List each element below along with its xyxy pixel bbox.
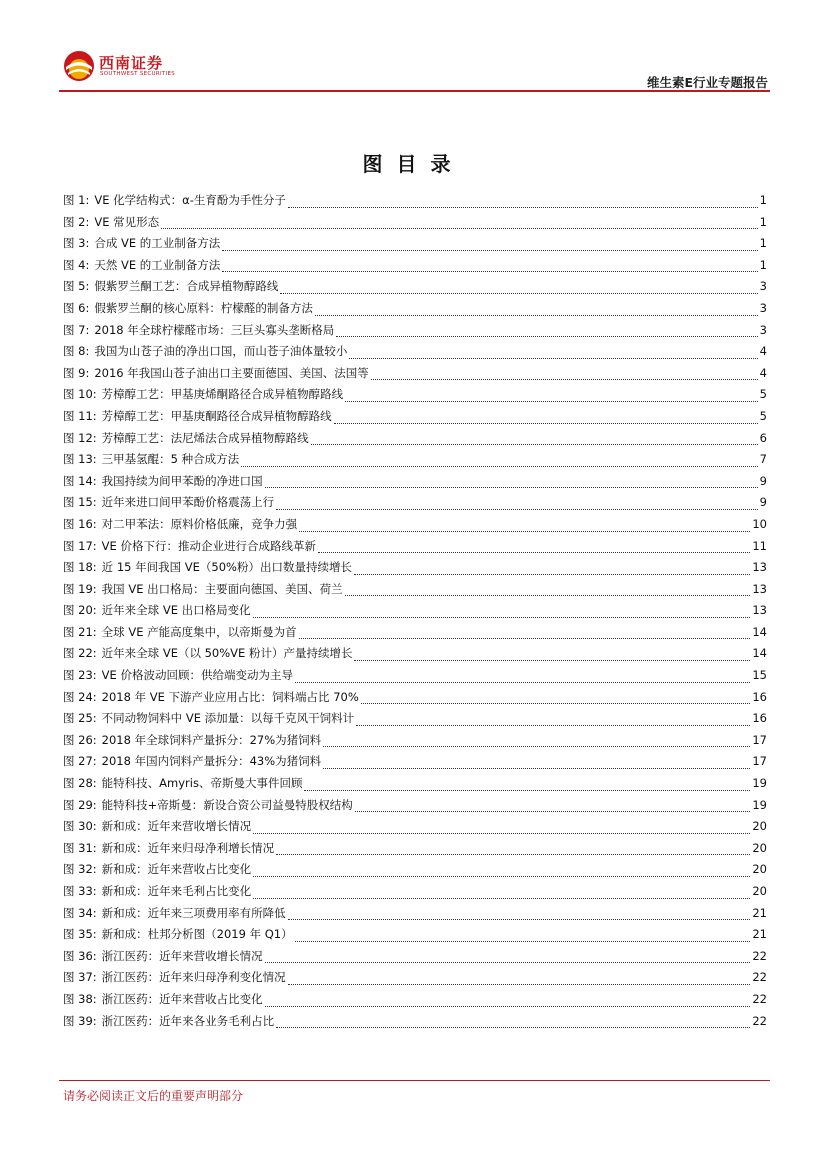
toc-entry[interactable]: [63, 797, 767, 819]
toc-entry-text: [63, 710, 354, 726]
toc-leader-dots: [253, 897, 750, 899]
toc-entry-caption: 新和成：近年来营收增长情况: [101, 819, 252, 834]
toc-leader-dots: [253, 616, 751, 618]
toc-entry-caption: 三甲基氢醌：5 种合成方法: [101, 452, 240, 467]
toc-entry-caption: 近年来进口间甲苯酚价格震荡上行: [101, 495, 275, 510]
toc-leader-dots: [288, 206, 758, 208]
toc-entry-page: 20: [752, 819, 767, 834]
toc-entry-page: 10: [752, 516, 767, 531]
toc-entry-label: 图 37:: [63, 970, 97, 985]
report-title: 维生素E行业专题报告: [646, 75, 768, 90]
toc-entry-text: [63, 926, 293, 942]
toc-entry[interactable]: [63, 624, 767, 646]
toc-entry[interactable]: [63, 494, 767, 516]
toc-leader-dots: [299, 530, 750, 532]
toc-entry-text: [63, 602, 251, 618]
toc-entry-page: 4: [759, 365, 767, 380]
toc-entry-text: [63, 365, 369, 381]
toc-entry-label: 图 20:: [63, 603, 97, 618]
toc-entry-page: 4: [759, 344, 767, 359]
toc-entry-text: [63, 689, 359, 705]
toc-entry-caption: 2018 年 VE 下游产业应用占比：饲料端占比 70%: [101, 689, 359, 704]
toc-leader-dots: [345, 594, 751, 596]
table-of-figures: [63, 192, 767, 1034]
toc-entry[interactable]: [63, 840, 767, 862]
toc-entry-caption: 对二甲苯法：原料价格低廉，竞争力强: [101, 516, 298, 531]
logo-chinese-name: 西南证券: [99, 54, 164, 72]
toc-entry-label: 图 25:: [63, 711, 97, 726]
toc-entry-page: 3: [759, 300, 767, 315]
toc-entry[interactable]: [63, 451, 767, 473]
toc-entry-page: 13: [752, 560, 767, 575]
toc-entry-page: 13: [752, 603, 767, 618]
toc-entry-label: 图 2:: [63, 214, 90, 229]
toc-entry-page: 5: [759, 387, 767, 402]
toc-entry-text: [63, 991, 263, 1007]
toc-entry-text: [63, 214, 159, 230]
toc-leader-dots: [355, 810, 751, 812]
toc-entry-page: 3: [759, 279, 767, 294]
toc-entry-page: 17: [752, 732, 767, 747]
toc-entry[interactable]: [63, 991, 767, 1013]
company-logo: [63, 50, 183, 82]
toc-entry-caption: 新和成：近年来归母净利增长情况: [101, 840, 275, 855]
toc-entry[interactable]: [63, 365, 767, 387]
footer-disclaimer: 请务必阅读正文后的重要声明部分: [63, 1089, 244, 1103]
toc-entry-caption: 浙江医药：近年来各业务毛利占比: [101, 1013, 275, 1028]
toc-entry[interactable]: [63, 689, 767, 711]
toc-entry-caption: 2018 年全球饲料产量拆分：27%为猪饲料: [101, 732, 322, 747]
toc-entry-text: [63, 300, 313, 316]
toc-entry-text: [63, 257, 220, 273]
toc-entry-text: [63, 905, 286, 921]
toc-entry-caption: 浙江医药：近年来营收增长情况: [101, 948, 263, 963]
toc-leader-dots: [276, 1026, 750, 1028]
toc-entry-text: [63, 753, 321, 769]
toc-entry-label: 图 28:: [63, 776, 97, 791]
toc-entry-page: 1: [759, 214, 767, 229]
toc-entry-label: 图 36:: [63, 948, 97, 963]
toc-entry-label: 图 11:: [63, 408, 97, 423]
toc-entry[interactable]: [63, 710, 767, 732]
toc-entry-text: [63, 559, 352, 575]
toc-entry-page: 1: [759, 193, 767, 207]
toc-entry-page: 17: [752, 754, 767, 769]
toc-entry-label: 图 12:: [63, 430, 97, 445]
toc-leader-dots: [276, 853, 750, 855]
toc-leader-dots: [288, 918, 751, 920]
toc-entry[interactable]: [63, 430, 767, 452]
toc-entry-page: 1: [759, 236, 767, 251]
toc-entry-text: [63, 732, 321, 748]
toc-entry-text: [63, 235, 220, 251]
toc-entry-text: [63, 322, 334, 338]
toc-entry-label: 图 6:: [63, 300, 90, 315]
toc-entry[interactable]: [63, 948, 767, 970]
toc-leader-dots: [253, 875, 750, 877]
toc-entry[interactable]: [63, 883, 767, 905]
toc-leader-dots: [371, 378, 758, 380]
logo-mark-icon: [63, 50, 95, 82]
toc-leader-dots: [315, 314, 758, 316]
toc-entry-caption: 近年来全球 VE（以 50%VE 粉计）产量持续增长: [101, 646, 353, 661]
toc-leader-dots: [276, 508, 758, 510]
toc-leader-dots: [222, 249, 757, 251]
toc-entry-label: 图 23:: [63, 668, 97, 683]
toc-entry[interactable]: [63, 775, 767, 797]
page-header: [0, 0, 827, 96]
toc-entry[interactable]: [63, 559, 767, 581]
toc-entry[interactable]: [63, 753, 767, 775]
toc-entry-label: 图 18:: [63, 560, 97, 575]
toc-leader-dots: [265, 1005, 751, 1007]
toc-entry[interactable]: [63, 408, 767, 430]
toc-entry-caption: VE 价格下行：推动企业进行合成路线革新: [101, 538, 316, 553]
toc-entry-page: 9: [759, 473, 767, 488]
toc-entry[interactable]: [63, 645, 767, 667]
toc-leader-dots: [253, 832, 750, 834]
toc-entry-label: 图 24:: [63, 689, 97, 704]
toc-entry-page: 22: [752, 948, 767, 963]
toc-entry[interactable]: [63, 300, 767, 322]
toc-entry-label: 图 38:: [63, 991, 97, 1006]
toc-leader-dots: [161, 227, 758, 229]
toc-entry-page: 1: [759, 257, 767, 272]
toc-entry-label: 图 13:: [63, 452, 97, 467]
toc-leader-dots: [361, 702, 751, 704]
toc-entry[interactable]: [63, 905, 767, 927]
toc-entry-caption: 我国 VE 出口格局：主要面向德国、美国、荷兰: [101, 581, 343, 596]
toc-entry-caption: 2018 年全球柠檬醛市场：三巨头寡头垄断格局: [94, 322, 335, 337]
toc-entry-label: 图 34:: [63, 905, 97, 920]
toc-entry-page: 9: [759, 495, 767, 510]
toc-entry-label: 图 17:: [63, 538, 97, 553]
toc-entry-page: 7: [759, 452, 767, 467]
toc-entry-caption: 我国为山苍子油的净出口国，而山苍子油体量较小: [94, 344, 348, 359]
toc-leader-dots: [336, 335, 757, 337]
toc-entry-caption: VE 化学结构式：α-生育酚为手性分子: [94, 193, 286, 207]
toc-entry-caption: 天然 VE 的工业制备方法: [94, 257, 221, 272]
toc-entry[interactable]: [63, 602, 767, 624]
toc-entry-page: 22: [752, 970, 767, 985]
toc-entry-text: [63, 883, 251, 899]
toc-entry-label: 图 16:: [63, 516, 97, 531]
toc-entry[interactable]: [63, 969, 767, 991]
toc-entry-page: 15: [752, 668, 767, 683]
toc-entry[interactable]: [63, 516, 767, 538]
toc-entry[interactable]: [63, 192, 767, 214]
toc-leader-dots: [323, 745, 750, 747]
toc-entry-caption: 浙江医药：近年来归母净利变化情况: [101, 970, 286, 985]
toc-entry-caption: 假紫罗兰酮工艺：合成异植物醇路线: [94, 279, 279, 294]
toc-entry[interactable]: [63, 343, 767, 365]
toc-entry-label: 图 30:: [63, 819, 97, 834]
toc-leader-dots: [349, 357, 757, 359]
toc-entry-label: 图 21:: [63, 624, 97, 639]
toc-entry[interactable]: [63, 926, 767, 948]
toc-entry-label: 图 5:: [63, 279, 90, 294]
toc-entry-text: [63, 861, 251, 877]
toc-entry-caption: 新和成：杜邦分析图（2019 年 Q1）: [101, 927, 293, 942]
toc-entry-caption: 芳樟醇工艺：甲基庚烯酮路径合成异植物醇路线: [101, 387, 344, 402]
toc-entry-page: 16: [752, 711, 767, 726]
toc-entry-page: 22: [752, 1013, 767, 1028]
toc-entry-label: 图 8:: [63, 344, 90, 359]
toc-entry-text: [63, 624, 297, 640]
toc-leader-dots: [354, 659, 750, 661]
toc-leader-dots: [304, 789, 750, 791]
toc-entry[interactable]: [63, 581, 767, 603]
toc-entry-text: [63, 948, 263, 964]
toc-entry-text: [63, 473, 263, 489]
toc-entry[interactable]: [63, 818, 767, 840]
toc-entry-text: [63, 840, 274, 856]
toc-entry-caption: 近年来全球 VE 出口格局变化: [101, 603, 251, 618]
toc-entry-caption: 全球 VE 产能高度集中，以帝斯曼为首: [101, 624, 297, 639]
toc-entry-caption: 近 15 年间我国 VE（50%粉）出口数量持续增长: [101, 560, 352, 575]
toc-leader-dots: [288, 983, 751, 985]
toc-entry-caption: 新和成：近年来毛利占比变化: [101, 884, 252, 898]
toc-entry-label: 图 27:: [63, 754, 97, 769]
toc-entry-caption: 2018 年国内饲料产量拆分：43%为猪饲料: [101, 754, 322, 769]
toc-leader-dots: [356, 724, 750, 726]
toc-leader-dots: [311, 443, 758, 445]
toc-entry-label: 图 29:: [63, 797, 97, 812]
toc-entry-page: 19: [752, 797, 767, 812]
footer-divider: [59, 1080, 770, 1081]
toc-entry-label: 图 19:: [63, 581, 97, 596]
toc-leader-dots: [280, 292, 757, 294]
toc-leader-dots: [265, 486, 758, 488]
toc-leader-dots: [265, 961, 751, 963]
toc-leader-dots: [222, 270, 757, 272]
toc-entry-page: 5: [759, 408, 767, 423]
toc-leader-dots: [323, 767, 750, 769]
toc-entry-caption: 合成 VE 的工业制备方法: [94, 236, 221, 251]
toc-leader-dots: [295, 681, 750, 683]
toc-entry-caption: VE 价格波动回顾：供给端变动为主导: [101, 668, 293, 683]
toc-entry-text: [63, 408, 332, 424]
toc-entry-page: 20: [752, 884, 767, 898]
toc-entry[interactable]: [63, 214, 767, 236]
toc-entry-caption: 能特科技+帝斯曼：新设合资公司益曼特股权结构: [101, 797, 353, 812]
toc-entry-label: 图 1:: [63, 193, 90, 207]
toc-entry[interactable]: [63, 257, 767, 279]
toc-entry-text: [63, 516, 297, 532]
toc-entry-page: 3: [759, 322, 767, 337]
toc-entry[interactable]: [63, 667, 767, 689]
toc-entry-label: 图 31:: [63, 840, 97, 855]
toc-entry-label: 图 39:: [63, 1013, 97, 1028]
toc-entry-label: 图 35:: [63, 927, 97, 942]
toc-entry-label: 图 32:: [63, 862, 97, 877]
toc-entry-text: [63, 494, 274, 510]
toc-entry-label: 图 3:: [63, 236, 90, 251]
toc-entry-text: [63, 386, 343, 402]
toc-title: 图目录: [362, 152, 465, 176]
toc-entry-page: 19: [752, 776, 767, 791]
toc-entry-page: 14: [752, 646, 767, 661]
toc-entry-text: [63, 645, 352, 661]
toc-entry-text: [63, 775, 302, 791]
toc-entry-label: 图 4:: [63, 257, 90, 272]
toc-entry-caption: 能特科技、Amyris、帝斯曼大事件回顾: [101, 776, 303, 791]
toc-entry-label: 图 33:: [63, 884, 97, 898]
toc-entry[interactable]: [63, 538, 767, 560]
toc-entry[interactable]: [63, 732, 767, 754]
toc-entry-page: 22: [752, 991, 767, 1006]
toc-entry-text: [63, 797, 353, 813]
toc-entry-page: 11: [752, 538, 767, 553]
toc-entry-caption: 芳樟醇工艺：甲基庚酮路径合成异植物醇路线: [101, 408, 332, 423]
toc-entry-caption: 2016 年我国山苍子油出口主要面德国、美国、法国等: [94, 365, 369, 380]
toc-entry-text: [63, 969, 286, 985]
toc-entry-text: [63, 667, 293, 683]
toc-entry-label: 图 9:: [63, 365, 90, 380]
toc-entry-caption: 不同动物饲料中 VE 添加量：以每千克风干饲料计: [101, 711, 355, 726]
toc-entry-text: [63, 430, 309, 446]
toc-entry[interactable]: [63, 278, 767, 300]
toc-entry-caption: 芳樟醇工艺：法尼烯法合成异植物醇路线: [101, 430, 309, 445]
toc-leader-dots: [345, 400, 758, 402]
toc-entry-label: 图 14:: [63, 473, 97, 488]
toc-entry-page: 6: [759, 430, 767, 445]
toc-entry-text: [63, 451, 239, 467]
toc-entry[interactable]: [63, 473, 767, 495]
toc-entry-caption: 浙江医药：近年来营收占比变化: [101, 991, 263, 1006]
toc-entry-text: [63, 278, 278, 294]
toc-entry-page: 14: [752, 624, 767, 639]
toc-entry-page: 21: [752, 905, 767, 920]
toc-leader-dots: [241, 465, 758, 467]
toc-entry-caption: 新和成：近年来三项费用率有所降低: [101, 905, 286, 920]
toc-entry-caption: 假紫罗兰酮的核心原料：柠檬醛的制备方法: [94, 300, 313, 315]
toc-entry-page: 16: [752, 689, 767, 704]
toc-leader-dots: [354, 573, 750, 575]
toc-entry-text: [63, 343, 347, 359]
toc-entry-page: 20: [752, 840, 767, 855]
toc-entry[interactable]: [63, 322, 767, 344]
toc-entry-text: [63, 581, 343, 597]
toc-entry-label: 图 22:: [63, 646, 97, 661]
toc-entry-label: 图 15:: [63, 495, 97, 510]
toc-leader-dots: [299, 637, 751, 639]
toc-entry[interactable]: [63, 386, 767, 408]
toc-entry-label: 图 26:: [63, 732, 97, 747]
toc-entry[interactable]: [63, 235, 767, 257]
toc-leader-dots: [295, 940, 751, 942]
toc-entry-label: 图 7:: [63, 322, 90, 337]
toc-leader-dots: [334, 422, 758, 424]
toc-entry-page: 20: [752, 862, 767, 877]
toc-entry-caption: 新和成：近年来营收占比变化: [101, 862, 252, 877]
toc-entry-text: [63, 192, 286, 208]
toc-entry-page: 21: [752, 927, 767, 942]
toc-entry-label: 图 10:: [63, 387, 97, 402]
toc-entry-text: [63, 1013, 274, 1029]
toc-entry-text: [63, 818, 251, 834]
logo-english-name: SOUTHWEST SECURITIES: [100, 71, 176, 77]
toc-entry-caption: VE 常见形态: [94, 214, 160, 229]
toc-entry-text: [63, 538, 316, 554]
toc-entry-page: 13: [752, 581, 767, 596]
header-divider: [59, 90, 770, 92]
toc-leader-dots: [318, 551, 750, 553]
toc-entry[interactable]: [63, 1013, 767, 1035]
toc-entry[interactable]: [63, 861, 767, 883]
toc-entry-caption: 我国持续为间甲苯酚的净进口国: [101, 473, 263, 488]
